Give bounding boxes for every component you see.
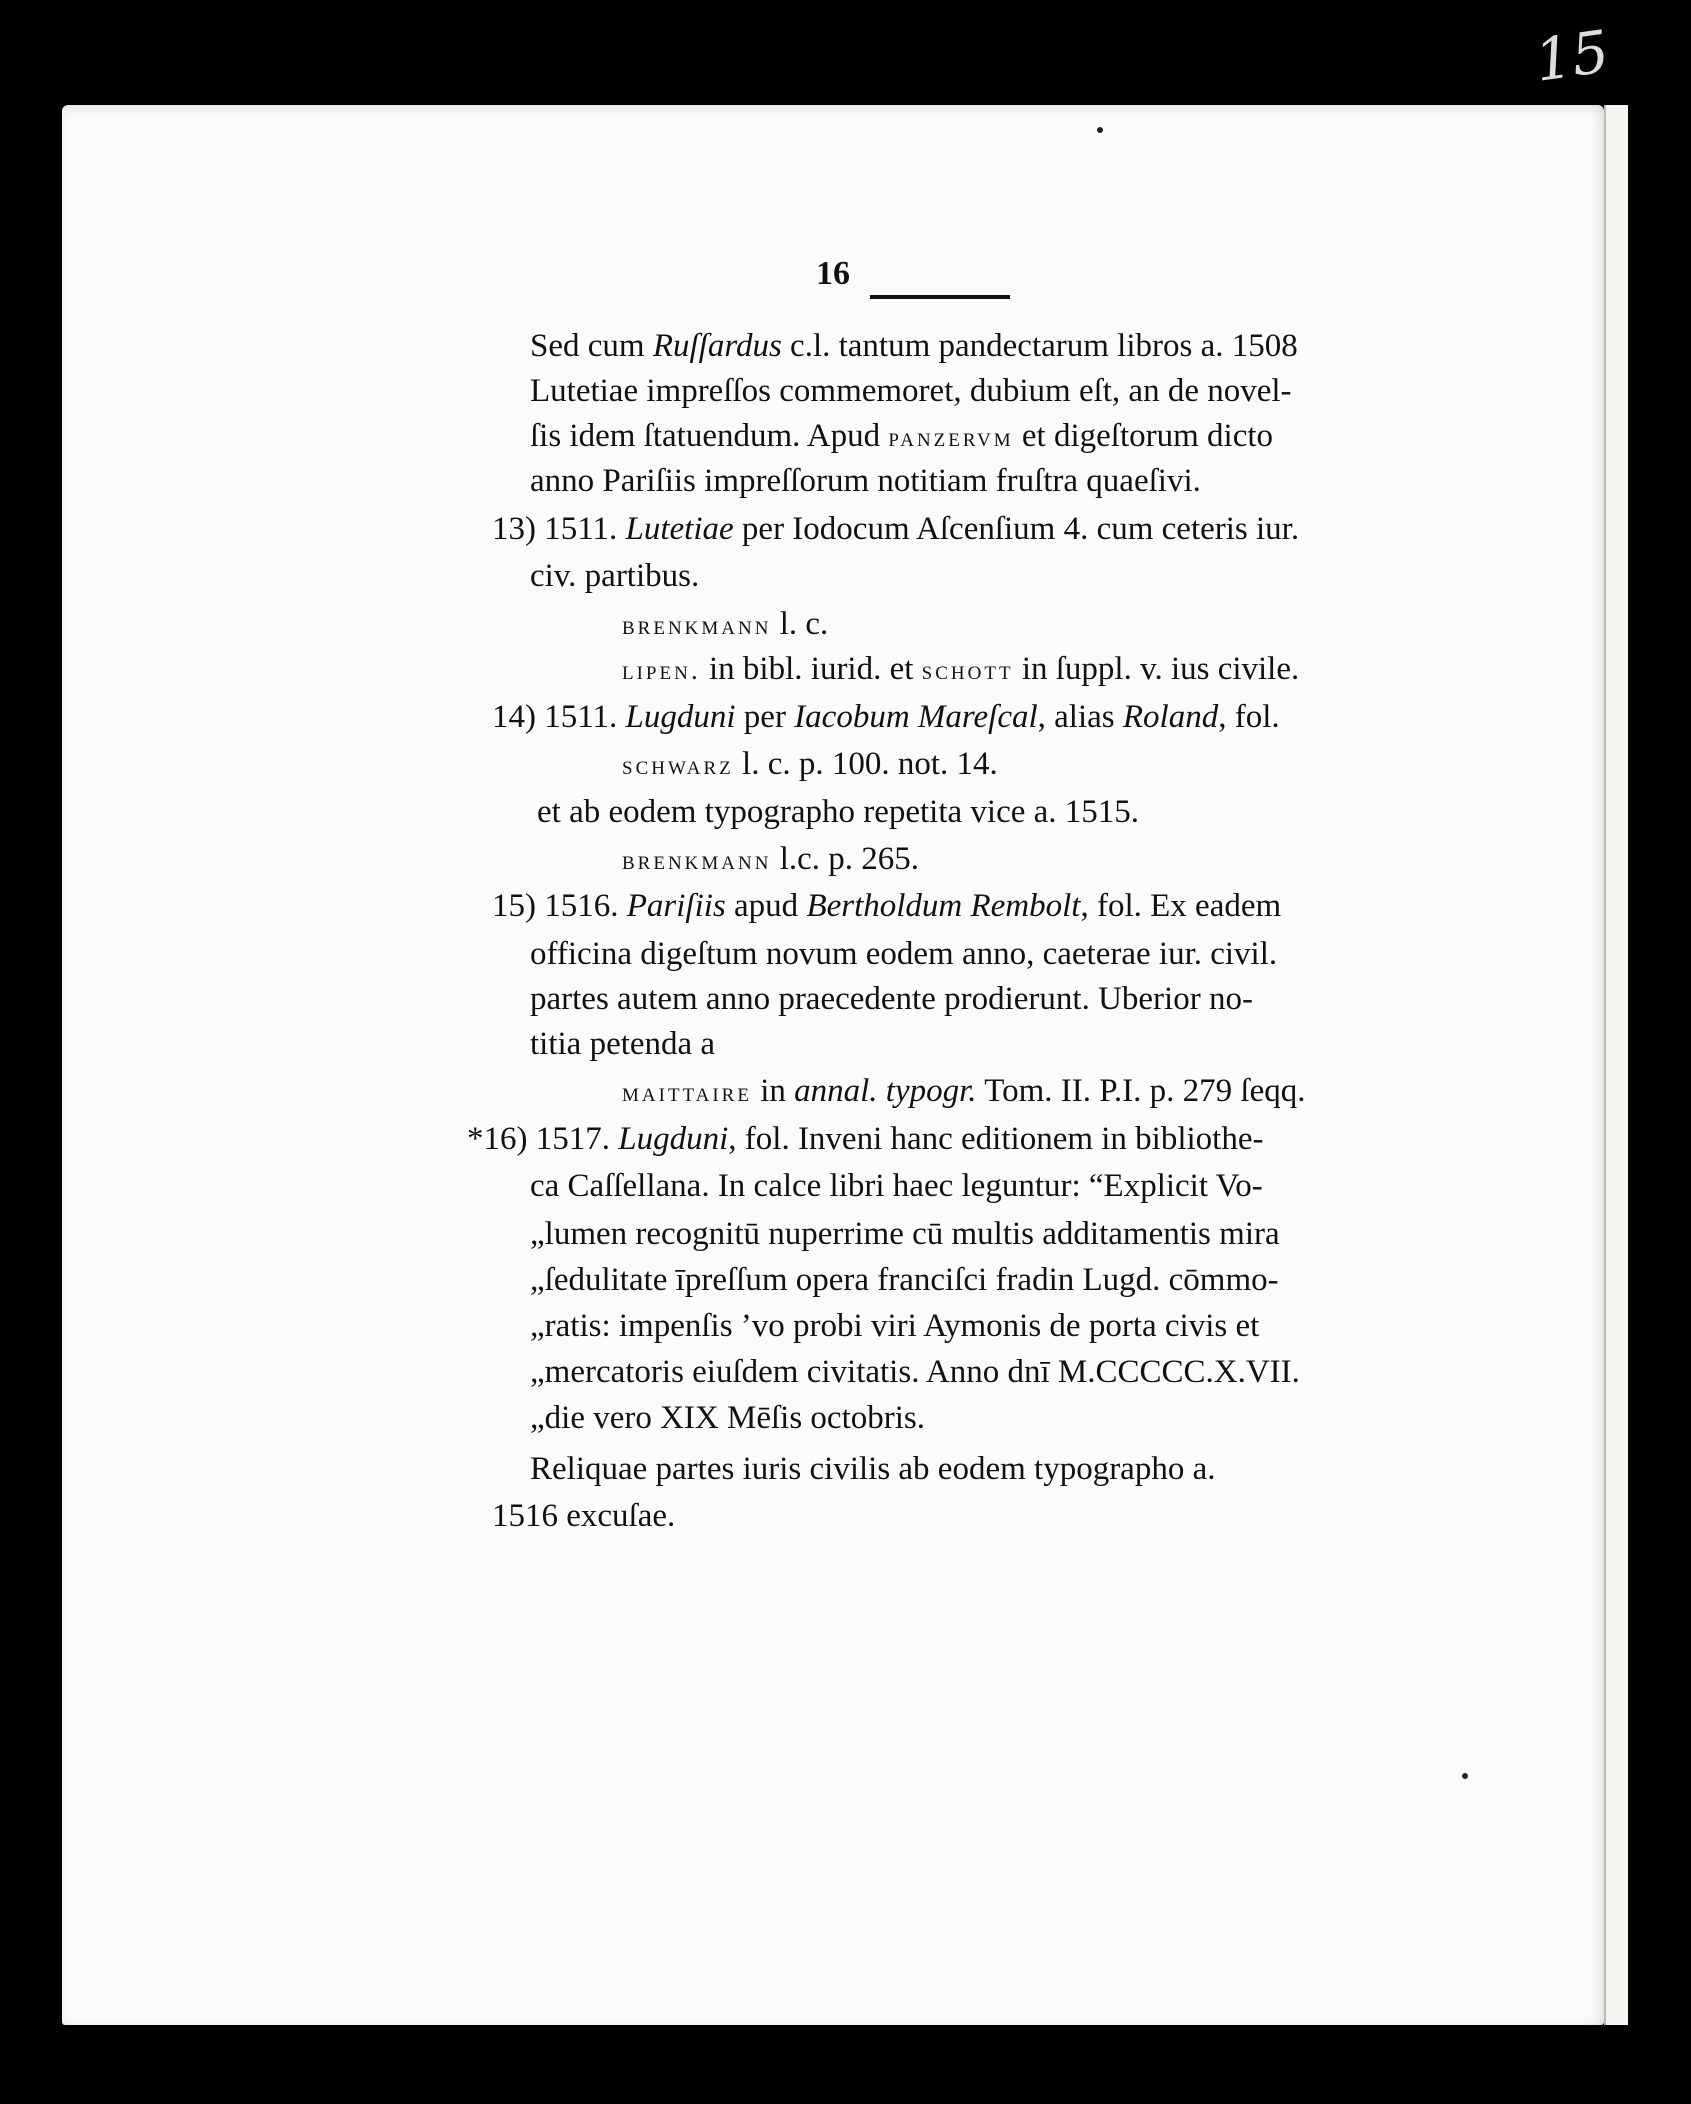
text-segment: l. c. p. 100. not. 14. (733, 746, 998, 782)
text-segment: 1516 excuſae. (492, 1498, 676, 1534)
text-line (530, 1163, 1263, 1209)
ink-speck (1097, 127, 1103, 133)
text-segment: „ſedulitate īpreſſum opera franciſci fradin Lugd. cōmmo- (530, 1262, 1279, 1298)
text-segment: Lutetiae (625, 511, 734, 547)
text-segment: maittaire (622, 1076, 752, 1107)
text-line (492, 506, 1299, 552)
page-edge (1604, 105, 1628, 2025)
text-segment: annal. typogr. (794, 1073, 977, 1109)
text-line (530, 368, 1292, 414)
text-segment: titia petenda a (530, 1026, 716, 1062)
text-segment: 13) 1511. (492, 511, 626, 547)
text-segment: in (751, 1073, 795, 1109)
text-segment: civ. partibus. (530, 558, 700, 594)
text-segment: Lugduni (618, 1121, 729, 1157)
text-segment: 14) 1511. (492, 699, 626, 735)
text-segment: , alias (1037, 699, 1123, 735)
text-segment: ſis idem ſtatuendum. Apud (530, 418, 889, 454)
text-segment: Lutetiae impreſſos commemoret, dubium eſt, an de novel- (530, 373, 1292, 409)
text-line (622, 741, 998, 787)
text-segment: Roland (1122, 699, 1219, 735)
text-segment: „ratis: impenſis ’vo probi viri Aymonis de porta civis et (530, 1308, 1260, 1344)
text-segment: brenkmann (622, 609, 772, 640)
text-segment: anno Pariſiis impreſſorum notitiam fruſtra quaeſivi. (530, 463, 1201, 499)
text-segment: apud (725, 888, 807, 924)
text-segment: *16) 1517. (467, 1121, 619, 1157)
text-segment: officina digeſtum novum eodem anno, caeterae iur. civil. (530, 936, 1278, 972)
book-page (62, 105, 1604, 2025)
text-line (530, 1021, 715, 1067)
text-segment: et digeſtorum dicto (1013, 418, 1274, 454)
text-segment: per Iodocum Aſcenſium 4. cum ceteris iur. (733, 511, 1300, 547)
text-segment: lipen. (622, 654, 701, 685)
text-segment: „lumen recognitū nuperrime cū multis additamentis mira (530, 1216, 1280, 1252)
text-segment: „mercatoris eiuſdem civitatis. Anno dnī M.CCCCC.X.VII. (530, 1354, 1300, 1390)
text-segment: panzervm (888, 421, 1014, 452)
text-line (492, 694, 1280, 740)
text-line (530, 976, 1253, 1022)
text-line (530, 323, 1298, 369)
text-segment: , fol. (1218, 699, 1280, 735)
text-segment: Pariſiis (626, 888, 726, 924)
text-line (530, 553, 699, 599)
text-segment: schwarz (622, 749, 734, 780)
text-segment: per (735, 699, 795, 735)
text-line (622, 1068, 1305, 1114)
page-number: 16 (816, 255, 850, 292)
text-segment: Bertholdum Rembolt (806, 888, 1081, 924)
text-line (530, 1257, 1279, 1303)
text-segment: , fol. Ex eadem (1080, 888, 1282, 924)
text-segment: , fol. Inveni hanc editionem in bibliothe- (728, 1121, 1264, 1157)
text-line (530, 1211, 1280, 1257)
text-line (530, 1349, 1300, 1395)
text-line (530, 413, 1273, 459)
text-line (537, 789, 1139, 835)
text-line (530, 931, 1277, 977)
text-segment: schott (921, 654, 1014, 685)
text-segment: in bibl. iurid. et (700, 651, 922, 687)
margin-note: 15 (1530, 17, 1614, 95)
text-line (622, 836, 919, 882)
text-line (530, 1395, 925, 1441)
page-number-rule (870, 295, 1010, 299)
text-segment: Tom. II. P.I. p. 279 ſeqq. (976, 1073, 1306, 1109)
text-segment: in ſuppl. v. ius civile. (1013, 651, 1300, 687)
text-line (492, 1493, 675, 1539)
text-segment: l.c. p. 265. (771, 841, 920, 877)
text-line (530, 1303, 1259, 1349)
text-segment: brenkmann (622, 844, 772, 875)
text-segment: 15) 1516. (492, 888, 627, 924)
text-segment: ca Caſſellana. In calce libri haec leguntur: “Explicit Vo- (530, 1168, 1263, 1204)
text-segment: et ab eodem typographo repetita vice a. 1515. (537, 794, 1140, 830)
text-segment: partes autem anno praecedente prodierunt. Uberior no- (530, 981, 1253, 1017)
text-segment: Ruſſardus (652, 328, 782, 364)
text-line (622, 601, 828, 647)
text-line (492, 883, 1281, 929)
text-segment: Sed cum (530, 328, 653, 364)
text-segment: Lugduni (625, 699, 736, 735)
text-line (622, 646, 1299, 692)
text-line (530, 1446, 1215, 1492)
ink-speck (1462, 1773, 1468, 1779)
text-line (530, 458, 1201, 504)
text-line (467, 1116, 1263, 1162)
text-segment: „die vero XIX Mēſis octobris. (530, 1400, 925, 1436)
text-segment: c.l. tantum pandectarum libros a. 1508 (781, 328, 1298, 364)
text-segment: l. c. (771, 606, 829, 642)
text-segment: Iacobum Mareſcal (794, 699, 1038, 735)
text-segment: Reliquae partes iuris civilis ab eodem typographo a. (530, 1451, 1216, 1487)
